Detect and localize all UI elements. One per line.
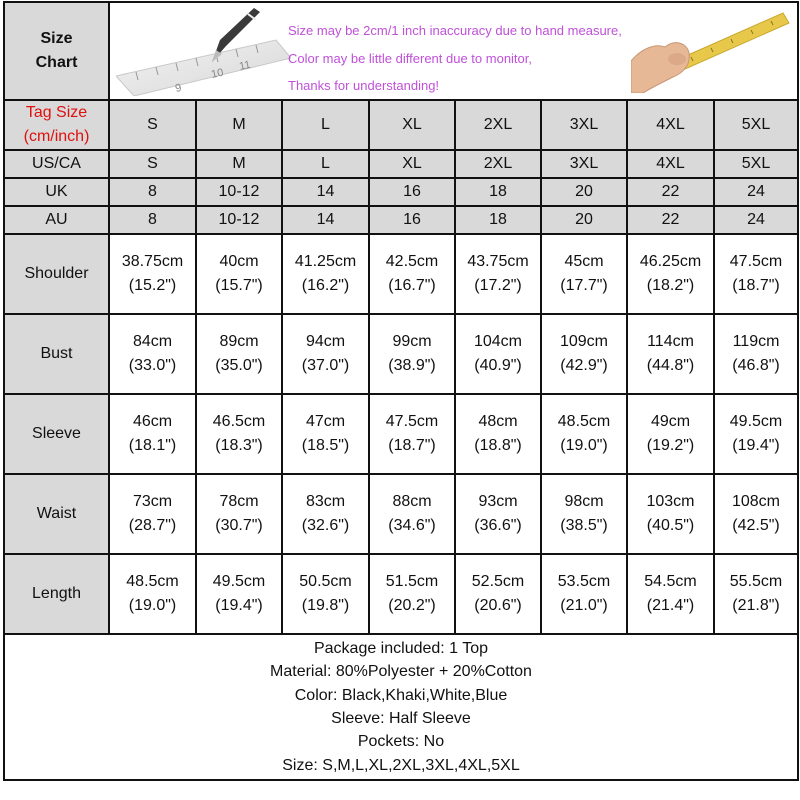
table-cell: 14	[282, 178, 369, 206]
inch-value: (18.5")	[301, 437, 350, 454]
cm-value: 46cm	[132, 413, 173, 430]
note-thanks: Thanks for understanding!	[288, 78, 440, 93]
table-cell: 22	[627, 206, 714, 234]
table-cell: 10-12	[196, 206, 282, 234]
cm-value: 47cm	[305, 413, 346, 430]
hand-icon	[631, 43, 689, 93]
cm-value: 54.5cm	[644, 573, 697, 590]
cm-value: 108cm	[731, 493, 781, 510]
cm-value: 47.5cm	[729, 253, 783, 270]
inch-value: (19.4")	[732, 437, 780, 454]
table-cell	[109, 554, 196, 634]
tag-size-l: L	[282, 100, 369, 150]
table-cell	[455, 474, 541, 554]
ruler-number-11: 11	[238, 58, 252, 73]
table-cell	[714, 234, 798, 314]
cm-value: 88cm	[392, 493, 432, 510]
hand-tape-measure-illustration	[631, 9, 791, 93]
cm-value: 46.25cm	[639, 253, 702, 270]
title-line-1: Size	[40, 30, 73, 47]
cm-value: 84cm	[132, 333, 173, 350]
table-cell	[627, 554, 714, 634]
table-cell	[714, 554, 798, 634]
tag-size-m: M	[196, 100, 282, 150]
title-line-2: Chart	[35, 54, 78, 71]
cm-value: 99cm	[392, 333, 432, 350]
table-cell	[282, 394, 369, 474]
measure-row-shoulder	[4, 234, 798, 314]
inch-value: (30.7")	[215, 517, 263, 534]
cm-value: 43.75cm	[467, 253, 529, 270]
cm-value: 98cm	[564, 493, 604, 510]
table-cell	[714, 314, 798, 394]
cm-value: 119cm	[732, 333, 780, 350]
cm-value: 78cm	[219, 493, 259, 510]
table-cell	[455, 394, 541, 474]
size-chart-title	[4, 2, 109, 100]
table-cell	[282, 314, 369, 394]
cm-value: 48.5cm	[126, 573, 179, 590]
row-label-sleeve: Sleeve	[4, 394, 109, 474]
inch-value: (19.8")	[301, 597, 350, 614]
cm-value: 53.5cm	[557, 573, 611, 590]
inch-value: (38.9")	[388, 357, 436, 374]
inch-value: (16.7")	[388, 277, 436, 294]
table-cell	[714, 394, 798, 474]
inch-value: (21.4")	[646, 597, 695, 614]
inch-value: (42.5")	[732, 517, 780, 534]
cm-value: 48.5cm	[557, 413, 611, 430]
size-chart-table	[3, 1, 799, 781]
table-cell	[282, 474, 369, 554]
measure-row-bust	[4, 314, 798, 394]
row-label-bust: Bust	[4, 314, 109, 394]
table-cell: 3XL	[541, 150, 627, 178]
info-sleeve: Sleeve: Half Sleeve	[331, 710, 471, 727]
table-cell	[196, 394, 282, 474]
cm-value: 93cm	[478, 493, 518, 510]
ruler-number-10: 10	[210, 66, 225, 81]
tag-size-3xl: 3XL	[541, 100, 627, 150]
inch-value: (17.2")	[474, 277, 522, 294]
table-cell: M	[196, 150, 282, 178]
cm-value: 42.5cm	[385, 253, 439, 270]
measure-row-sleeve	[4, 394, 798, 474]
table-cell	[109, 474, 196, 554]
table-cell	[541, 474, 627, 554]
cm-value: 73cm	[132, 493, 173, 510]
note-color-monitor: Color may be little different due to monitor,	[288, 51, 532, 66]
inch-value: (19.0")	[128, 597, 177, 614]
inch-value: (33.0")	[128, 357, 177, 374]
tag-size-xl: XL	[369, 100, 455, 150]
inch-value: (17.7")	[560, 277, 608, 294]
inch-value: (18.3")	[215, 437, 263, 454]
conversion-row-uk	[4, 178, 798, 206]
measure-row-waist	[4, 474, 798, 554]
measurement-banner	[109, 2, 798, 100]
table-cell	[541, 234, 627, 314]
tag-size-5xl: 5XL	[714, 100, 798, 150]
cm-value: 55.5cm	[729, 573, 783, 590]
cm-value: 51.5cm	[385, 573, 439, 590]
cm-value: 89cm	[219, 333, 259, 350]
table-cell	[455, 554, 541, 634]
cm-value: 114cm	[647, 333, 694, 350]
table-cell	[369, 394, 455, 474]
row-label-au: AU	[4, 206, 109, 234]
cm-value: 41.25cm	[294, 253, 357, 270]
table-cell: S	[109, 150, 196, 178]
inch-value: (32.6")	[301, 517, 350, 534]
cm-value: 49cm	[650, 413, 691, 430]
table-cell: 20	[541, 178, 627, 206]
inch-value: (34.6")	[388, 517, 436, 534]
conversion-row-us-ca	[4, 150, 798, 178]
cm-value: 104cm	[473, 333, 523, 350]
table-cell: XL	[369, 150, 455, 178]
inch-value: (19.4")	[215, 597, 263, 614]
cm-value: 47.5cm	[385, 413, 439, 430]
inch-value: (18.8")	[474, 437, 522, 454]
table-cell: 20	[541, 206, 627, 234]
inch-value: (15.2")	[128, 277, 177, 294]
inch-value: (20.6")	[474, 597, 522, 614]
inch-value: (28.7")	[128, 517, 177, 534]
table-cell	[455, 314, 541, 394]
table-cell: 5XL	[714, 150, 798, 178]
table-cell	[196, 314, 282, 394]
row-label-uk: UK	[4, 178, 109, 206]
table-cell	[196, 554, 282, 634]
table-cell	[109, 234, 196, 314]
inch-value: (37.0")	[301, 357, 350, 374]
table-cell	[109, 314, 196, 394]
pen-ruler-illustration	[116, 6, 291, 96]
table-cell	[369, 474, 455, 554]
info-material: Material: 80%Polyester + 20%Cotton	[270, 663, 532, 681]
table-cell: 22	[627, 178, 714, 206]
cm-value: 109cm	[559, 333, 609, 350]
inch-value: (16.2")	[301, 277, 350, 294]
inch-value: (36.6")	[474, 517, 522, 534]
inch-value: (46.8")	[732, 357, 780, 374]
inch-value: (18.7")	[388, 437, 436, 454]
cm-value: 40cm	[219, 253, 259, 270]
inch-value: (35.0")	[215, 357, 263, 374]
table-cell: 14	[282, 206, 369, 234]
table-cell	[627, 474, 714, 554]
cm-value: 38.75cm	[121, 253, 184, 270]
info-pockets: Pockets: No	[357, 733, 445, 751]
conversion-row-au	[4, 206, 798, 234]
table-cell	[369, 234, 455, 314]
table-cell	[627, 314, 714, 394]
table-cell	[196, 474, 282, 554]
tag-size-label-line-1: Tag Size	[25, 104, 88, 121]
inch-value: (21.8")	[732, 597, 780, 614]
row-label-waist: Waist	[4, 474, 109, 554]
cm-value: 94cm	[305, 333, 346, 350]
table-cell: 8	[109, 206, 196, 234]
table-cell	[541, 314, 627, 394]
inch-value: (40.5")	[646, 517, 695, 534]
table-cell: 18	[455, 178, 541, 206]
cm-value: 83cm	[305, 493, 346, 510]
table-cell	[541, 554, 627, 634]
table-cell: 10-12	[196, 178, 282, 206]
inch-value: (40.9")	[474, 357, 522, 374]
table-cell	[714, 474, 798, 554]
cm-value: 48cm	[478, 413, 518, 430]
table-cell	[369, 314, 455, 394]
row-label-us-ca: US/CA	[4, 150, 109, 178]
tag-size-label-line-2: (cm/inch)	[23, 128, 90, 145]
table-cell	[109, 394, 196, 474]
row-label-shoulder: Shoulder	[4, 234, 109, 314]
info-package: Package included: 1 Top	[313, 639, 489, 657]
table-cell	[455, 234, 541, 314]
inch-value: (19.2")	[646, 437, 695, 454]
product-info	[4, 634, 798, 780]
table-cell: 16	[369, 206, 455, 234]
tag-size-4xl: 4XL	[627, 100, 714, 150]
cm-value: 50.5cm	[299, 573, 352, 590]
table-cell: 16	[369, 178, 455, 206]
table-cell: 8	[109, 178, 196, 206]
table-cell: 4XL	[627, 150, 714, 178]
inch-value: (20.2")	[388, 597, 436, 614]
cm-value: 49.5cm	[212, 573, 266, 590]
table-cell: 2XL	[455, 150, 541, 178]
table-cell	[282, 234, 369, 314]
table-cell	[541, 394, 627, 474]
note-hand-measure: Size may be 2cm/1 inch inaccuracy due to hand measure,	[288, 23, 622, 38]
cm-value: 52.5cm	[471, 573, 525, 590]
measure-row-length	[4, 554, 798, 634]
ruler-number-9: 9	[174, 81, 183, 95]
table-cell	[196, 234, 282, 314]
cm-value: 103cm	[646, 493, 695, 510]
table-cell	[282, 554, 369, 634]
table-cell: 24	[714, 178, 798, 206]
inch-value: (44.8")	[646, 357, 695, 374]
inch-value: (15.7")	[215, 277, 263, 294]
inch-value: (19.0")	[560, 437, 608, 454]
table-cell: L	[282, 150, 369, 178]
info-sizes: Size: S,M,L,XL,2XL,3XL,4XL,5XL	[282, 756, 520, 774]
inch-value: (18.1")	[128, 437, 177, 454]
table-cell	[627, 394, 714, 474]
tag-size-2xl: 2XL	[455, 100, 541, 150]
inch-value: (38.5")	[560, 517, 608, 534]
cm-value: 45cm	[564, 253, 604, 270]
inch-value: (18.7")	[732, 277, 780, 294]
cm-value: 46.5cm	[212, 413, 266, 430]
table-cell	[627, 234, 714, 314]
info-color: Color: Black,Khaki,White,Blue	[294, 686, 508, 704]
row-label-length: Length	[4, 554, 109, 634]
inch-value: (21.0")	[560, 597, 608, 614]
cm-value: 49.5cm	[729, 413, 783, 430]
table-cell	[369, 554, 455, 634]
table-cell: 24	[714, 206, 798, 234]
tag-size-s: S	[109, 100, 196, 150]
inch-value: (18.2")	[646, 277, 695, 294]
tag-size-label	[4, 100, 109, 150]
table-cell: 18	[455, 206, 541, 234]
inch-value: (42.9")	[560, 357, 608, 374]
